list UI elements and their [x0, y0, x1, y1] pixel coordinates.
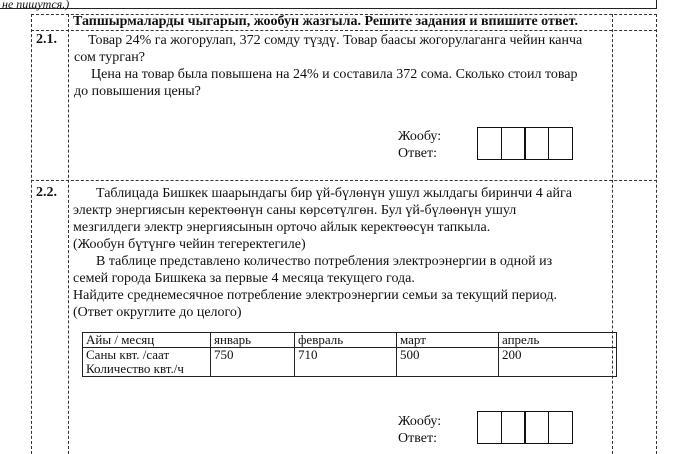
- task-2-2-text: [73, 185, 572, 321]
- task-2-2-line: (Ответ округлите до целого): [73, 305, 242, 320]
- answer-box[interactable]: [477, 411, 502, 444]
- header-divider: [31, 30, 657, 31]
- row-label-ky: Саны квт. /саат: [86, 347, 170, 362]
- task-2-2-line: Найдите среднемесячное потребление электроэнергии семьи за текущий период.: [73, 288, 557, 303]
- task-2-1-number: 2.1.: [36, 32, 57, 47]
- answer-box[interactable]: [524, 127, 549, 160]
- task-2-1-ky-line-2: сом турган?: [74, 50, 145, 65]
- task-2-2-line: (Жообун бүтүнгө чейин тегеректегиле): [73, 237, 306, 252]
- task-2-2-answer-label-ru: Ответ:: [398, 431, 437, 446]
- table-row-label: [83, 348, 211, 377]
- task-2-2-answer-labels: [398, 413, 441, 447]
- table-cell: 200: [499, 348, 617, 377]
- top-note: не пишутся.): [2, 0, 70, 11]
- answer-box[interactable]: [477, 127, 502, 160]
- answer-box[interactable]: [501, 127, 526, 160]
- task-2-1-ky-line-1: Товар 24% га жогорулап, 372 сомду түздү. Товар баасы жогорулаганга чейин канча: [88, 33, 583, 48]
- task-2-1-text: [74, 32, 582, 100]
- task-2-2-line: мезгилдеги электр энергиясынын орточо айлык керектөөсүн тапкыла.: [73, 220, 491, 235]
- task-2-2-line: В таблице представлено количество потребления электроэнергии в одной из: [96, 254, 553, 269]
- task-2-1-ru-line-1: Цена на товар была повышена на 24% и составила 372 сома. Сколько стоил товар: [91, 67, 578, 82]
- table-row: [83, 348, 617, 377]
- task-2-2-line: электр энергиясын керектөөнүн саны көрсөтүлгөн. Бул үй-бүлөөнүн ушул: [73, 203, 517, 218]
- answer-box[interactable]: [501, 411, 526, 444]
- task-2-2-number: 2.2.: [36, 185, 57, 200]
- instructions-header: Тапшырмаларды чыгарып, жообун жазгыла. Решите задания и впишите ответ.: [73, 14, 578, 29]
- frame-right-line: [656, 14, 657, 454]
- task-2-1-answer-boxes[interactable]: [477, 127, 571, 160]
- task-2-2-line: Таблицада Бишкек шаарындагы бир үй-бүлөнүн ушул жылдагы биринчи 4 айга: [96, 186, 572, 201]
- table-cell: 750: [211, 348, 295, 377]
- frame-number-column-line: [68, 14, 69, 454]
- row-label-ru: Количество квт./ч: [86, 361, 184, 376]
- table-header-cell: март: [397, 333, 499, 348]
- frame-left-line: [31, 14, 32, 454]
- task-2-2-line: семей города Бишкека за первые 4 месяца текущего года.: [73, 271, 415, 286]
- answer-box[interactable]: [548, 127, 573, 160]
- task-2-1-answer-labels: [398, 128, 441, 162]
- top-note-box: [0, 0, 657, 9]
- table-header-cell: Айы / месяц: [83, 333, 211, 348]
- table-header-cell: апрель: [499, 333, 617, 348]
- task-divider: [31, 180, 657, 181]
- answer-box[interactable]: [524, 411, 549, 444]
- task-2-2-answer-label-ky: Жообу:: [398, 414, 442, 429]
- task-2-1-answer-label-ky: Жообу:: [398, 129, 442, 144]
- task-2-1-answer-label-ru: Ответ:: [398, 146, 437, 161]
- table-header-cell: февраль: [295, 333, 397, 348]
- table-header-cell: январь: [211, 333, 295, 348]
- frame-inner-right-line: [612, 14, 613, 454]
- electricity-table: [82, 332, 617, 377]
- table-cell: 710: [295, 348, 397, 377]
- table-cell: 500: [397, 348, 499, 377]
- task-2-2-answer-boxes[interactable]: [477, 411, 571, 444]
- table-header-row: [83, 333, 617, 348]
- task-2-1-ru-line-2: до повышения цены?: [74, 84, 201, 99]
- answer-box[interactable]: [548, 411, 573, 444]
